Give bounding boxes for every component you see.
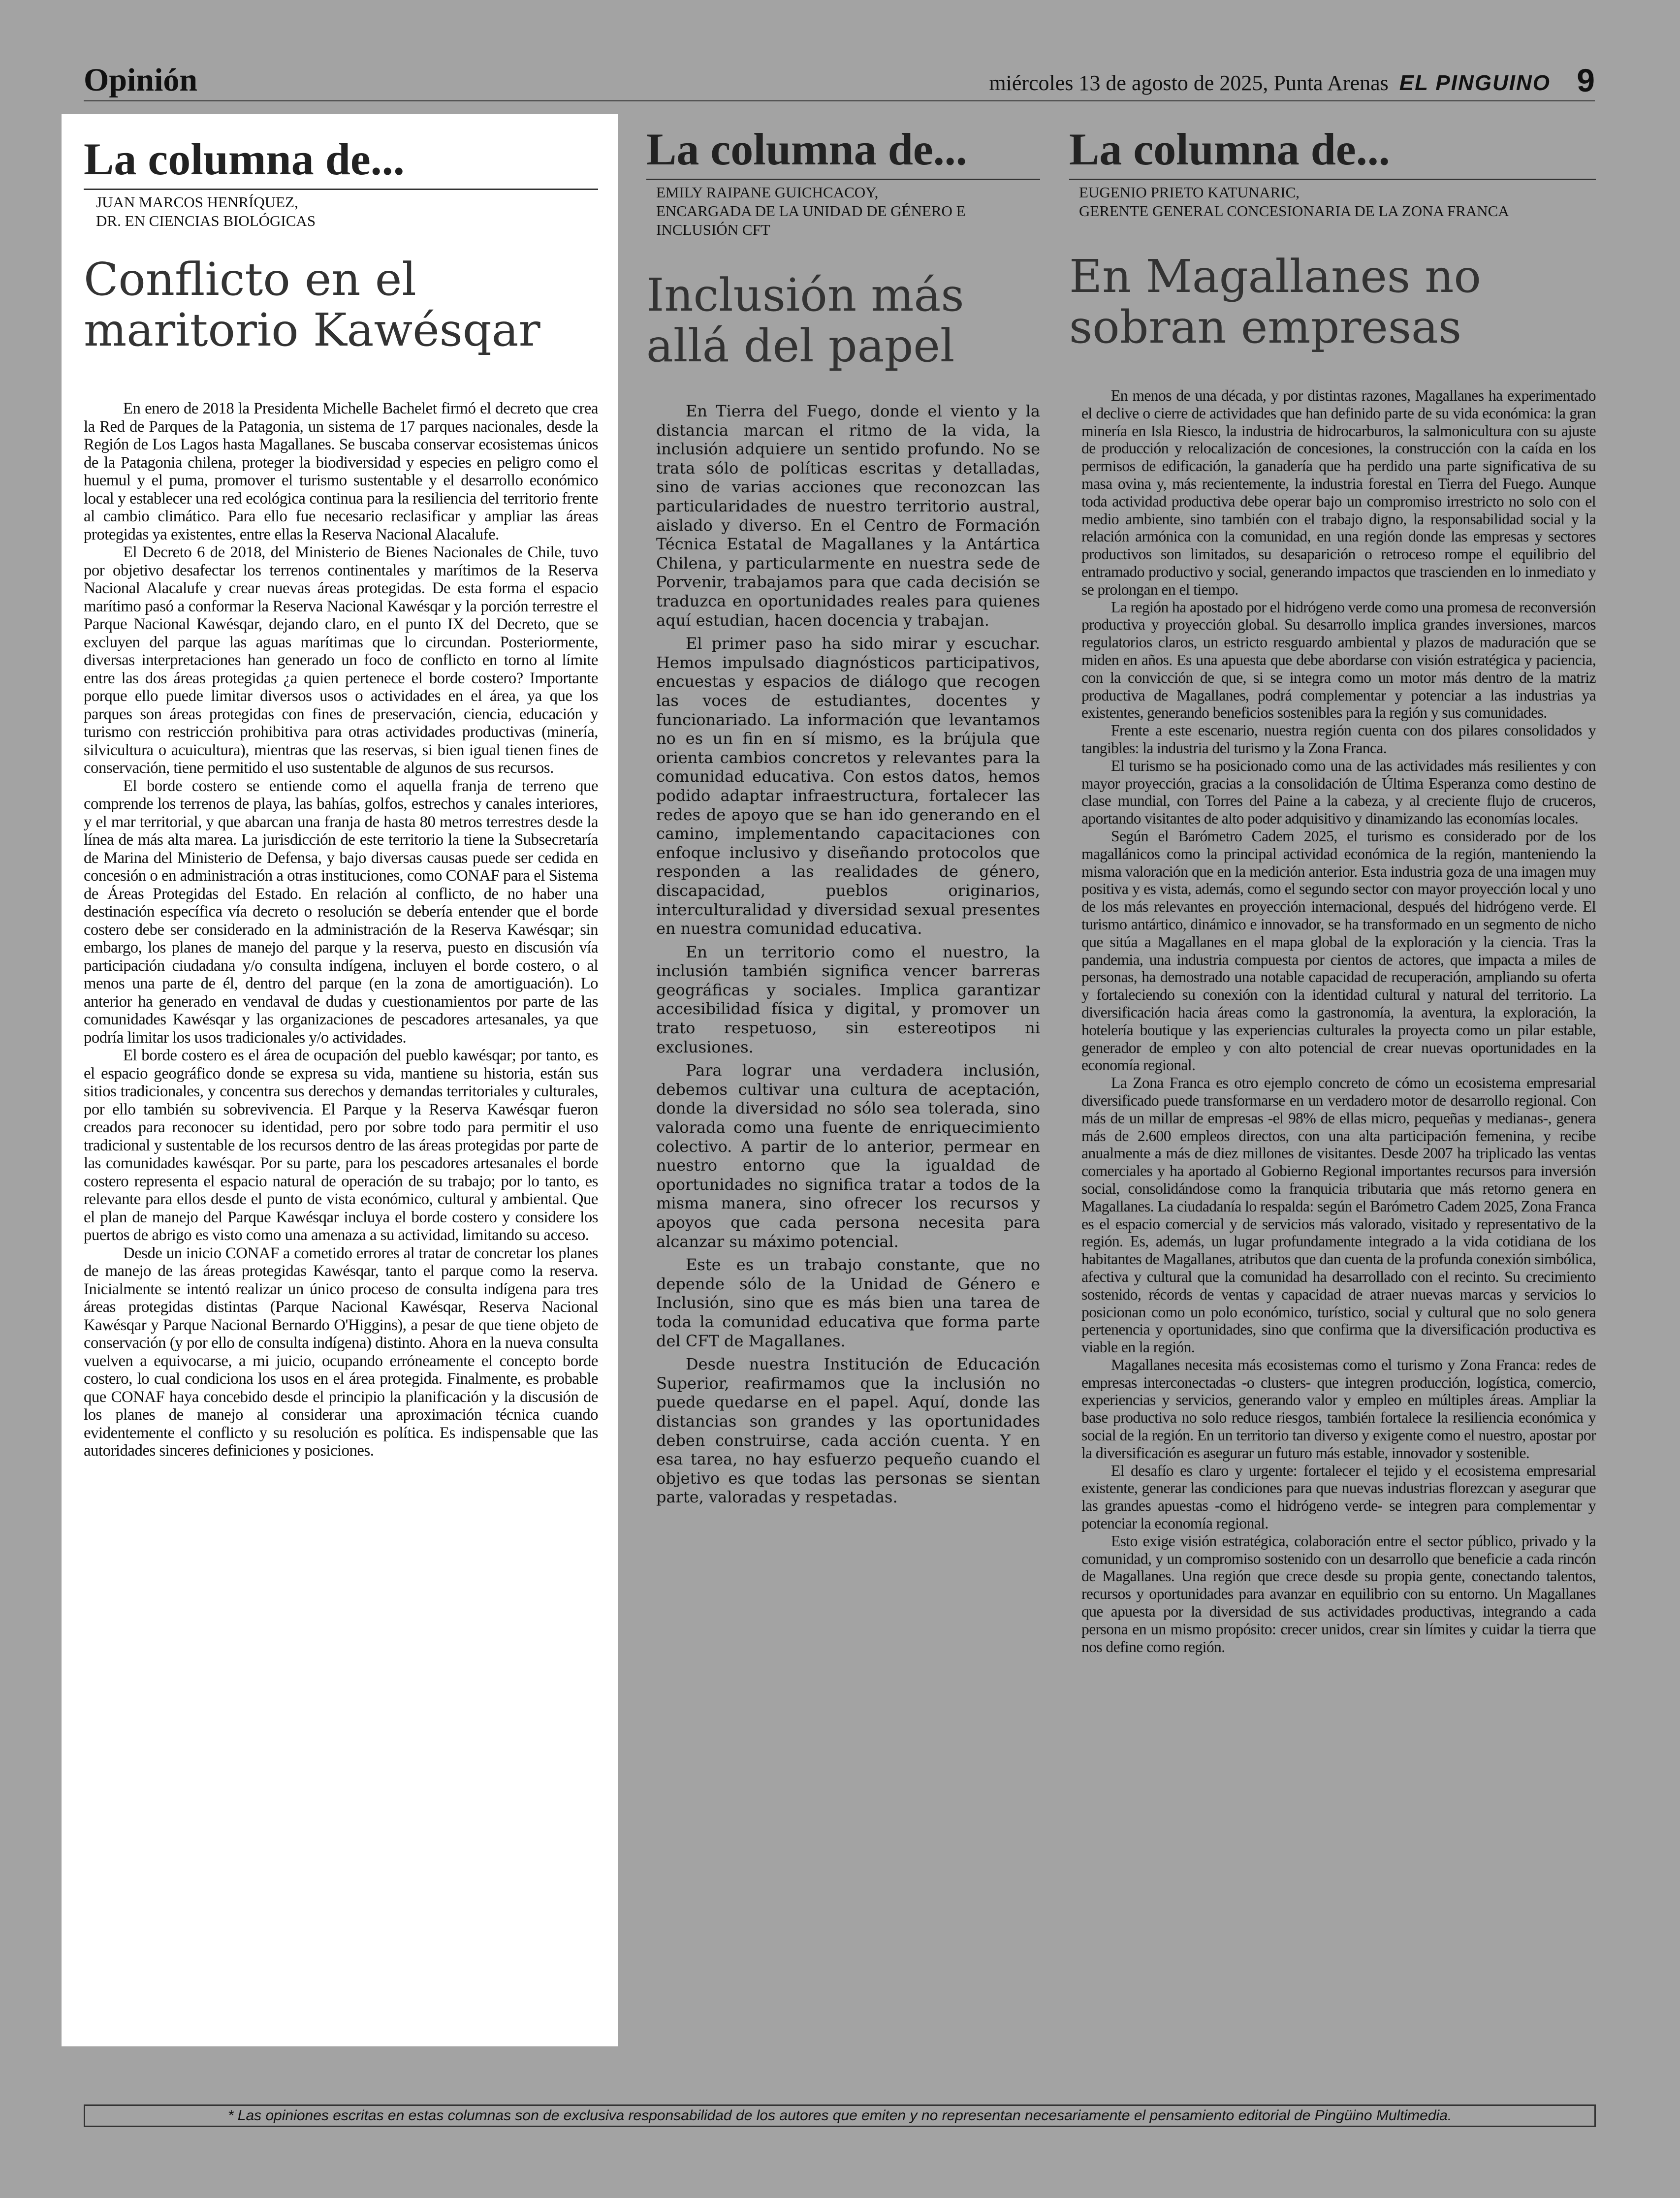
author-title: DR. EN CIENCIAS BIOLÓGICAS	[96, 212, 316, 229]
article-body	[1081, 387, 1596, 1656]
column-kicker: La columna de...	[1069, 124, 1390, 174]
paragraph: La región ha apostado por el hidrógeno verde como una promesa de reconversión productiva y proyección global. Su desarrollo implica grandes inversiones, marcos regulatorios claros, un estricto resguardo ambiental y plazos de maduración que se miden en años. Es una apuesta que debe abordarse con visión estratégica y paciencia, con la convicción de que, si se integra como un motor más dentro de la matriz productiva de Magallanes, podrá complementar y potenciar a las industrias ya existentes, generando beneficios sostenibles para la región y sus comunidades.	[1081, 598, 1596, 722]
paragraph: El borde costero se entiende como el aquella franja de terreno que comprende los terrenos de playa, las bahías, golfos, estrechos y canales interiores, y el mar territorial, y que abarcan una franja de hasta 80 metros terrestres desde la línea de más alta marea. La jurisdicción de este territorio la tiene la Subsecretaría de Marina del Ministerio de Defensa, y bajo diversas causas puede ser cedida en concesión o en administración a otras instituciones, como CONAF para el Sistema de Áreas Protegidas del Estado. En relación al conflicto, de no haber una destinación específica vía decreto o resolución se debería entender que el borde costero debe ser considerado en la administración de la Reserva Kawésqar; sin embargo, los planes de manejo del parque y la reserva, puesto en discusión vía participación ciudadana y/o consulta indígena, incluyen el borde costero, o al menos una parte de él, dentro del parque (en la zona de amortiguación). Lo anterior ha generado en vendaval de dudas y cuestionamientos por parte de las comunidades Kawésqar y las organizaciones de pescadores artesanales, ya que podría limitar los usos tradicionales y/o actividades.	[84, 777, 598, 1047]
disclaimer-box	[84, 2104, 1596, 2127]
paragraph: Desde un inicio CONAF a cometido errores al tratar de concretar los planes de manejo de las áreas protegidas Kawésqar, tanto el parque como la reserva. Inicialmente se intentó realizar un único proceso de consulta indígena para tres áreas protegidas distintas (Parque Nacional Kawésqar, Reserva Nacional Kawésqar y Parque Nacional Bernardo O'Higgins), a pesar de que tiene objeto de conservación (y por ello de consulta indígena) distinto. Ahora en la nueva consulta vuelven a equivocarse, a mi juicio, ocupando erróneamente el concepto borde costero, lo cual condiciona los usos en el área protegida. Finalmente, es probable que CONAF haya concebido desde el principio la planificación y la discusión de los planes de manejo al considerar una aproximación técnica cuando evidentemente el conflicto y su resolución es política. Es indispensable que las autoridades sinceres definiciones y posiciones.	[84, 1244, 598, 1460]
page-header	[84, 62, 1595, 101]
kicker-rule	[646, 179, 1040, 180]
column-raipane	[636, 114, 1040, 1511]
paragraph: Este es un trabajo constante, que no depende sólo de la Unidad de Género e Inclusión, sino que es más bien una tarea de toda la comunidad educativa que forma parte del CFT de Magallanes.	[656, 1255, 1040, 1350]
date-location	[989, 70, 1551, 96]
author-name: EUGENIO PRIETO KATUNARIC,	[1079, 184, 1300, 201]
kicker-rule	[1069, 179, 1596, 180]
newspaper-name: EL PINGUINO	[1399, 71, 1551, 95]
paragraph: El Decreto 6 de 2018, del Ministerio de Bienes Nacionales de Chile, tuvo por objetivo desafectar los terrenos continentales y marítimos de la Reserva Nacional Alacalufe y crear nuevas áreas protegidas. De esta forma el espacio marítimo pasó a conformar la Reserva Nacional Kawésqar y la porción terrestre el Parque Nacional Kawésqar, dejando claro, en el punto IX del Decreto, que se excluyen del parque las aguas marítimas que lo circundan. Posteriormente, diversas interpretaciones han generado un foco de conflicto en torno al límite entre las dos áreas protegidas ¿a quien pertenece el borde costero? Importante porque ello puede limitar diversos usos o actividades en el área, ya que los parques son áreas protegidas con fines de preservación, ciencia, educación y turismo con restricción prohibitiva para otras actividades productivas (minería, silvicultura o acuicultura), mientras que las reservas, si bien igual tienen fines de conservación, tiene permitido el uso sustentable de algunos de sus recursos.	[84, 543, 598, 777]
column-henriquez	[62, 114, 618, 2046]
author-title: GERENTE GENERAL CONCESIONARIA DE LA ZONA FRANCA	[1079, 202, 1509, 220]
author-byline	[1069, 183, 1596, 221]
paragraph: El turismo se ha posicionado como una de las actividades más resilientes y con mayor proyección, gracias a la consolidación de Última Esperanza como destino de clase mundial, con Torres del Paine a la cabeza, y al creciente flujo de cruceros, aportando visitantes de alto poder adquisitivo y dinamizando las economías locales.	[1081, 757, 1596, 828]
paragraph: La Zona Franca es otro ejemplo concreto de cómo un ecosistema empresarial diversificado puede transformarse en un verdadero motor de desarrollo regional. Con más de un millar de empresas -el 98% de ellas micro, pequeñas y medianas-, genera más de 2.600 empleos directos, con una alta participación femenina, y recibe anualmente a más de diez millones de visitantes. Desde 2007 ha triplicado las ventas comerciales y ha aportado al Gobierno Regional importantes recursos para inversión social, consolidándose como la franquicia tributaria que más retorno genera en Magallanes. La ciudadanía lo respalda: según el Barómetro Cadem 2025, Zona Franca es el espacio comercial y de servicios más valorado, visitado y representativo de la región. Es, además, un lugar profundamente integrado a la vida cotidiana de los habitantes de Magallanes, atributos que dan cuenta de la profunda conexión simbólica, afectiva y cultural que la comunidad ha desarrollado con el recinto. Su crecimiento sostenido, récords de ventas y capacidad de atraer nuevas marcas y servicios lo posicionan como un polo económico, turístico, social y cultural que no solo genera pertenencia y oportunidades, sino que confirma que la diversificación productiva es viable en la región.	[1081, 1074, 1596, 1356]
page-number: 9	[1577, 62, 1595, 98]
author-title: ENCARGADA DE LA UNIDAD DE GÉNERO E INCLUSIÓN CFT	[656, 202, 966, 238]
article-body	[656, 402, 1040, 1507]
paragraph: Desde nuestra Institución de Educación Superior, reafirmamos que la inclusión no puede quedarse en el papel. Aquí, donde las distancias son grandes y las oportunidades deben construirse, cada acción cuenta. Y en esa tarea, no hay esfuerzo pequeño cuando el objetivo es que todas las personas se sientan parte, valoradas y respetadas.	[656, 1355, 1040, 1507]
paragraph: El desafío es claro y urgente: fortalecer el tejido y el ecosistema empresarial existente, generar las condiciones para que nuevas industrias florezcan y asegurar que las grandes apuestas -como el hidrógeno verde- se integren para complementar y potenciar la economía regional.	[1081, 1462, 1596, 1532]
article-headline: En Magallanes no sobran empresas	[1069, 250, 1481, 354]
paragraph: Magallanes necesita más ecosistemas como el turismo y Zona Franca: redes de empresas interconectadas -o clusters- que integren producción, logística, comercio, experiencias y servicios, generando valor y empleo en múltiples áreas. Ampliar la base productiva no solo reduce riesgos, también fortalece la resiliencia económica y social de la región. En un territorio tan diverso y exigente como el nuestro, apostar por la diversificación es asegurar un futuro más estable, innovador y sostenible.	[1081, 1356, 1596, 1462]
paragraph: Según el Barómetro Cadem 2025, el turismo es considerado por de los magallánicos como la principal actividad económica de la región, manteniendo la misma valoración que en la medición anterior. Esta industria goza de una imagen muy positiva y es vista, además, como el segundo sector con mayor proyección local y uno de los más relevantes en proyección internacional, después del hidrógeno verde. El turismo antártico, dinámico e innovador, se ha transformado en un segmento de nicho que sitúa a Magallanes en el mapa global de la exploración y la ciencia. Tras la pandemia, una industria compuesta por cientos de actores, que impacta a miles de personas, ha demostrado una notable capacidad de recuperación, ampliando su oferta y fortaleciendo su conexión con la identidad cultural y natural del territorio. La diversificación hacia áreas como la gastronomía, la aventura, la exploración, la hotelería boutique y las experiencias culturales la proyecta como un pilar estable, generador de empleo y con alto potencial de crear nuevas oportunidades en la economía regional.	[1081, 827, 1596, 1074]
column-kicker: La columna de...	[84, 134, 405, 184]
paragraph: En Tierra del Fuego, donde el viento y la distancia marcan el ritmo de la vida, la inclusión adquiere un sentido profundo. No se trata sólo de políticas escritas y detalladas, sino de varias acciones que reconozcan las particularidades de nuestro territorio austral, aislado y diverso. En el Centro de Formación Técnica Estatal de Magallanes y la Antártica Chilena, y particularmente en nuestra sede de Porvenir, trabajamos para que cada decisión se traduzca en oportunidades reales para quienes aquí estudian, hacen docencia y trabajan.	[656, 402, 1040, 630]
paragraph: Esto exige visión estratégica, colaboración entre el sector público, privado y la comunidad, y un compromiso sostenido con un desarrollo que beneficie a cada rincón de Magallanes. Una región que crece desde su propia gente, conectando talentos, recursos y oportunidades para avanzar en equilibrio con su entorno. Un Magallanes que apuesta por la diversidad de sus actividades productivas, integrando a cada persona en un mismo propósito: crecer unidos, crear sin límites y cuidar la tierra que nos define como región.	[1081, 1532, 1596, 1656]
article-headline: Conflicto en el maritorio Kawésqar	[84, 253, 540, 357]
paragraph: En menos de una década, y por distintas razones, Magallanes ha experimentado el declive o cierre de actividades que han definido parte de su vida económica: la gran minería en Isla Riesco, la industria de hidrocarburos, la salmonicultura con su ajuste de producción y relocalización de concesiones, la construcción con la caída en los permisos de edificación, la ganadería que ha perdido una parte significativa de su masa ovina y, más recientemente, la industria forestal en Tierra del Fuego. Aunque toda actividad productiva debe operar bajo un compromiso irrestricto no solo con el medio ambiente, sino también con el trabajo digno, la responsabilidad social y la relación armónica con la comunidad, en una región donde las empresas y sectores productivos son limitados, su desaparición o retroceso rompe el equilibrio del entramado productivo y social, generando impactos que trascienden en lo inmediato y se prolongan en el tiempo.	[1081, 387, 1596, 598]
paragraph: El primer paso ha sido mirar y escuchar. Hemos impulsado diagnósticos participativos, encuestas y espacios de diálogo que recogen las voces de estudiantes, docentes y funcionariado. La información que levantamos no es un fin en sí mismo, es la brújula que orienta cambios concretos y relevantes para la comunidad educativa. Con estos datos, hemos podido adaptar infraestructura, fortalecer las redes de apoyo que se han ido generando en el camino, implementando capacitaciones con enfoque inclusivo y diseñando protocolos que responden a las realidades de género, discapacidad, pueblos originarios, interculturalidad y diversidad sexual presentes en nuestra comunidad educativa.	[656, 634, 1040, 938]
column-prieto	[1064, 114, 1596, 1656]
paragraph: En un territorio como el nuestro, la inclusión también significa vencer barreras geográficas y sociales. Implica garantizar accesibilidad física y digital, y promover un trato respetuoso, sin estereotipos ni exclusiones.	[656, 942, 1040, 1056]
paragraph: Frente a este escenario, nuestra región cuenta con dos pilares consolidados y tangibles: la industria del turismo y la Zona Franca.	[1081, 722, 1596, 757]
paragraph: El borde costero es el área de ocupación del pueblo kawésqar; por tanto, es el espacio geográfico donde se expresa su vida, mantiene su historia, están sus sitios tradicionales, y concentra sus derechos y demandas territoriales y culturales, por ello también su sobrevivencia. El Parque y la Reserva Kawésqar fueron creados para reconocer su identidad, pero por sobre todo para permitir el uso tradicional y sustentable de los recursos dentro de las áreas protegidas por parte de las comunidades kawésqar. Por su parte, para los pescadores artesanales el borde costero representa el espacio natural de operación de su trabajo; por lo tanto, es relevante para ellos desde el punto de vista económico, cultural y ambiental. Que el plan de manejo del Parque Kawésqar incluya el borde costero y considere los puertos de abrigo es visto como una amenaza a su actividad, limitando su acceso.	[84, 1047, 598, 1244]
section-name: Opinión	[84, 62, 198, 98]
author-byline	[646, 183, 1040, 239]
column-kicker: La columna de...	[646, 124, 967, 174]
article-body	[84, 400, 598, 1460]
paragraph: En enero de 2018 la Presidenta Michelle Bachelet firmó el decreto que crea la Red de Parques de la Patagonia, un sistema de 17 parques nacionales, desde la Región de Los Lagos hasta Magallanes. Se buscaba conservar ecosistemas únicos de la Patagonia chilena, proteger la biodiversidad y especies en peligro como el huemul y el puma, promover el turismo sustentable y el desarrollo económico local y establecer una red ecológica continua para la resiliencia del territorio frente al cambio climático. Para ello fue necesario reclasificar y ampliar las áreas protegidas ya existentes, entre ellas la Reserva Nacional Alacalufe.	[84, 400, 598, 543]
disclaimer-text: * Las opiniones escritas en estas columnas son de exclusiva responsabilidad de los autores que emiten y no representan necesariamente el pensamiento editorial de Pingüino Multimedia.	[227, 2107, 1452, 2124]
kicker-rule	[84, 189, 598, 190]
author-name: JUAN MARCOS HENRÍQUEZ,	[96, 193, 298, 211]
author-byline	[84, 193, 598, 230]
author-name: EMILY RAIPANE GUICHCACOY,	[656, 184, 879, 201]
article-headline: Inclusión más allá del papel	[646, 269, 964, 373]
date-location-text: miércoles 13 de agosto de 2025, Punta Arenas	[989, 71, 1389, 95]
paragraph: Para lograr una verdadera inclusión, debemos cultivar una cultura de aceptación, donde la diversidad no sólo sea tolerada, sino valorada como una fuente de enriquecimiento colectivo. A partir de lo anterior, permear en nuestro entorno que la igualdad de oportunidades no significa tratar a todos de la misma manera, sino ofrecer los recursos y apoyos que cada persona necesita para alcanzar su máximo potencial.	[656, 1061, 1040, 1251]
